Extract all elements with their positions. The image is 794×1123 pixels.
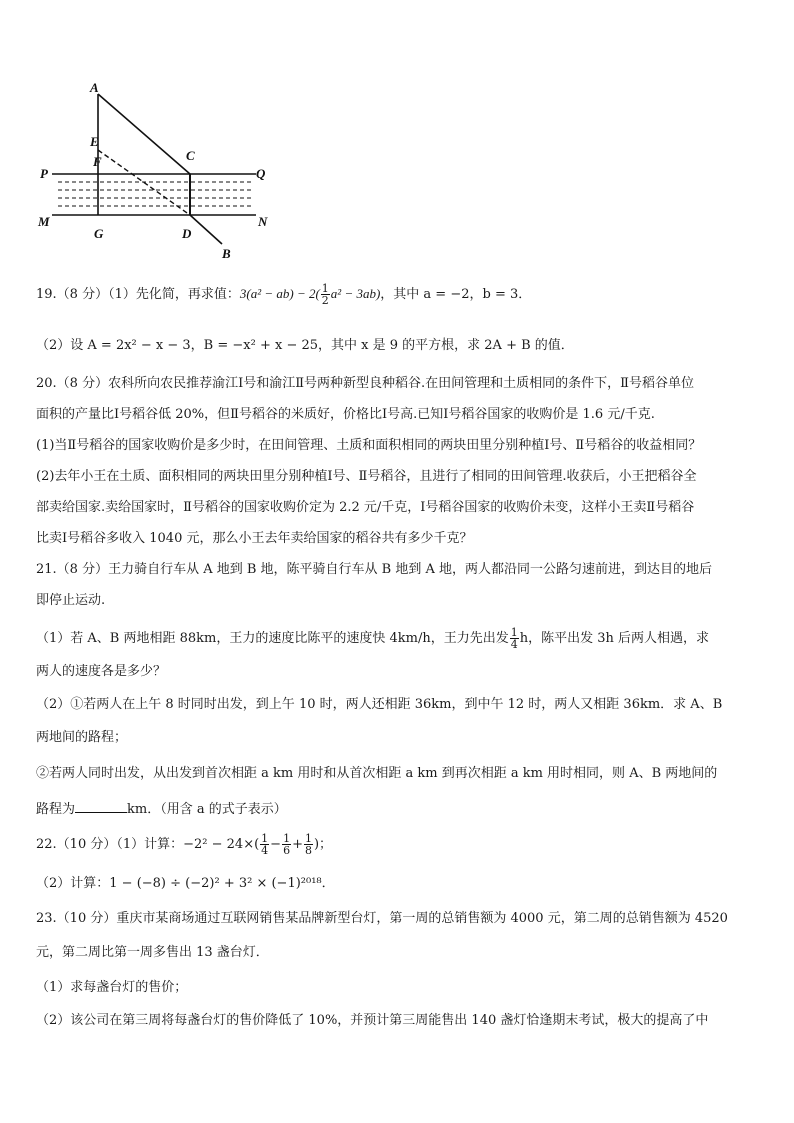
q21-line-4: 两人的速度各是多少？: [36, 664, 167, 679]
q22-fraction-2: $\frac{1}{6}$: [283, 832, 291, 857]
q22-plus: +: [292, 837, 303, 852]
q19-line-1: [36, 283, 758, 306]
q23-line-3: （1）求每盏台灯的售价；: [36, 980, 188, 995]
q20-line-6: 比卖Ⅰ号稻谷多收入 1040 元，那么小王去年卖给国家的稻谷共有多少千克？: [36, 531, 473, 546]
answer-blank: [75, 798, 127, 813]
label-d: D: [182, 226, 192, 241]
q19-expr-b: a² − 3ab): [330, 286, 381, 301]
label-e: E: [90, 134, 99, 149]
q22-minus: −: [270, 837, 282, 852]
q23-line-2: 元，第二周比第一周多售出 13 盏台灯．: [36, 945, 269, 960]
q21-line-7: ②若两人同时出发，从出发到首次相距 a km 用时和从首次相距 a km 到再次相距 a km 用时相同，则 A、B 两地间的: [36, 766, 718, 781]
geometry-figure: [36, 80, 276, 260]
q22-line-2: （2）计算：1 − (−8) ÷ (−2)² + 3² × (−1)²⁰¹⁸．: [36, 876, 335, 891]
river-band: [58, 182, 254, 206]
label-p: P: [40, 166, 48, 181]
q21-line-1: 21.（8 分）王力骑自行车从 A 地到 B 地，陈平骑自行车从 B 地到 A 地，两人都沿同一公路匀速前进，到达目的地后: [36, 562, 713, 577]
q21-line-3: [36, 627, 758, 650]
q22-line-1: [36, 833, 758, 856]
q19-fraction: $\frac{1}{2}$: [321, 282, 329, 307]
q22-fraction-1: $\frac{1}{4}$: [261, 832, 269, 857]
label-m: M: [38, 214, 50, 229]
line-ac: [98, 94, 190, 174]
q22-part-1-a: 22.（10 分）（1）计算：−2² − 24×(: [36, 837, 260, 852]
label-q: Q: [256, 166, 266, 181]
label-a: A: [90, 80, 99, 95]
label-n: N: [258, 214, 268, 229]
q21-line-8-a: 路程为: [36, 802, 76, 817]
q21-part-1-b: h，陈平出发 3h 后两人相遇，求: [519, 631, 709, 646]
q20-line-3: (1)当Ⅱ号稻谷的国家收购价是多少时，在田间管理、土质和面积相同的两块田里分别种植Ⅰ号、Ⅱ号稻谷的收益相同？: [36, 438, 702, 453]
q19-tail: ，其中 a = −2，b = 3．: [380, 287, 532, 302]
label-f: F: [93, 154, 102, 169]
q19-part-2: （2）设 A = 2x² − x − 3，B = −x² + x − 25，其中 x 是 9 的平方根，求 2A + B 的值．: [36, 338, 574, 353]
label-c: C: [186, 148, 195, 163]
q20-line-1: 20.（8 分）农科所向农民推荐渝江Ⅰ号和渝江Ⅱ号两种新型良种稻谷.在田间管理和土质相同的条件下，Ⅱ号稻谷单位: [36, 376, 695, 391]
q21-part-1-a: （1）若 A、B 两地相距 88km，王力的速度比陈平的速度快 4km/h，王力先出发: [36, 631, 509, 646]
q19-head: 19.（8 分）（1）先化简，再求值：: [36, 287, 240, 302]
q23-line-1: 23.（10 分）重庆市某商场通过互联网销售某品牌新型台灯，第一周的总销售额为 4000 元，第二周的总销售额为 4520: [36, 911, 728, 926]
q20-line-2: 面积的产量比Ⅰ号稻谷低 20%，但Ⅱ号稻谷的米质好，价格比Ⅰ号高.已知Ⅰ号稻谷国家的收购价是 1.6 元/千克.: [36, 407, 655, 422]
q21-line-2: 即停止运动.: [36, 593, 106, 608]
q21-line-6: 两地间的路程；: [36, 730, 128, 745]
q20-line-4: (2)去年小王在土质、面积相同的两块田里分别种植Ⅰ号、Ⅱ号稻谷，且进行了相同的田间管理.收获后，小王把稻谷全: [36, 469, 697, 484]
q22-part-1-b: )；: [313, 837, 333, 852]
q21-line-5: （2）①若两人在上午 8 时同时出发，到上午 10 时，两人还相距 36km，到中午 12 时，两人又相距 36km．求 A、B: [36, 697, 723, 712]
label-g: G: [94, 226, 104, 241]
q19-expr-a: 3(a² − ab) − 2(: [239, 286, 320, 301]
q23-line-4: （2）该公司在第三周将每盏台灯的售价降低了 10%，并预计第三周能售出 140 盏灯恰逢期末考试，极大的提高了中: [36, 1013, 709, 1028]
q21-line-8: [36, 798, 758, 820]
line-db: [190, 215, 222, 244]
q21-line-8-b: km．（用含 a 的式子表示）: [127, 802, 287, 817]
q21-fraction: $\frac{1}{4}$: [510, 626, 518, 651]
line-ed-dashed: [98, 150, 190, 215]
q22-fraction-3: $\frac{1}{8}$: [304, 832, 312, 857]
label-b: B: [222, 246, 231, 260]
q20-line-5: 部卖给国家.卖给国家时，Ⅱ号稻谷的国家收购价定为 2.2 元/千克，Ⅰ号稻谷国家的收购价未变，这样小王卖Ⅱ号稻谷: [36, 500, 695, 515]
